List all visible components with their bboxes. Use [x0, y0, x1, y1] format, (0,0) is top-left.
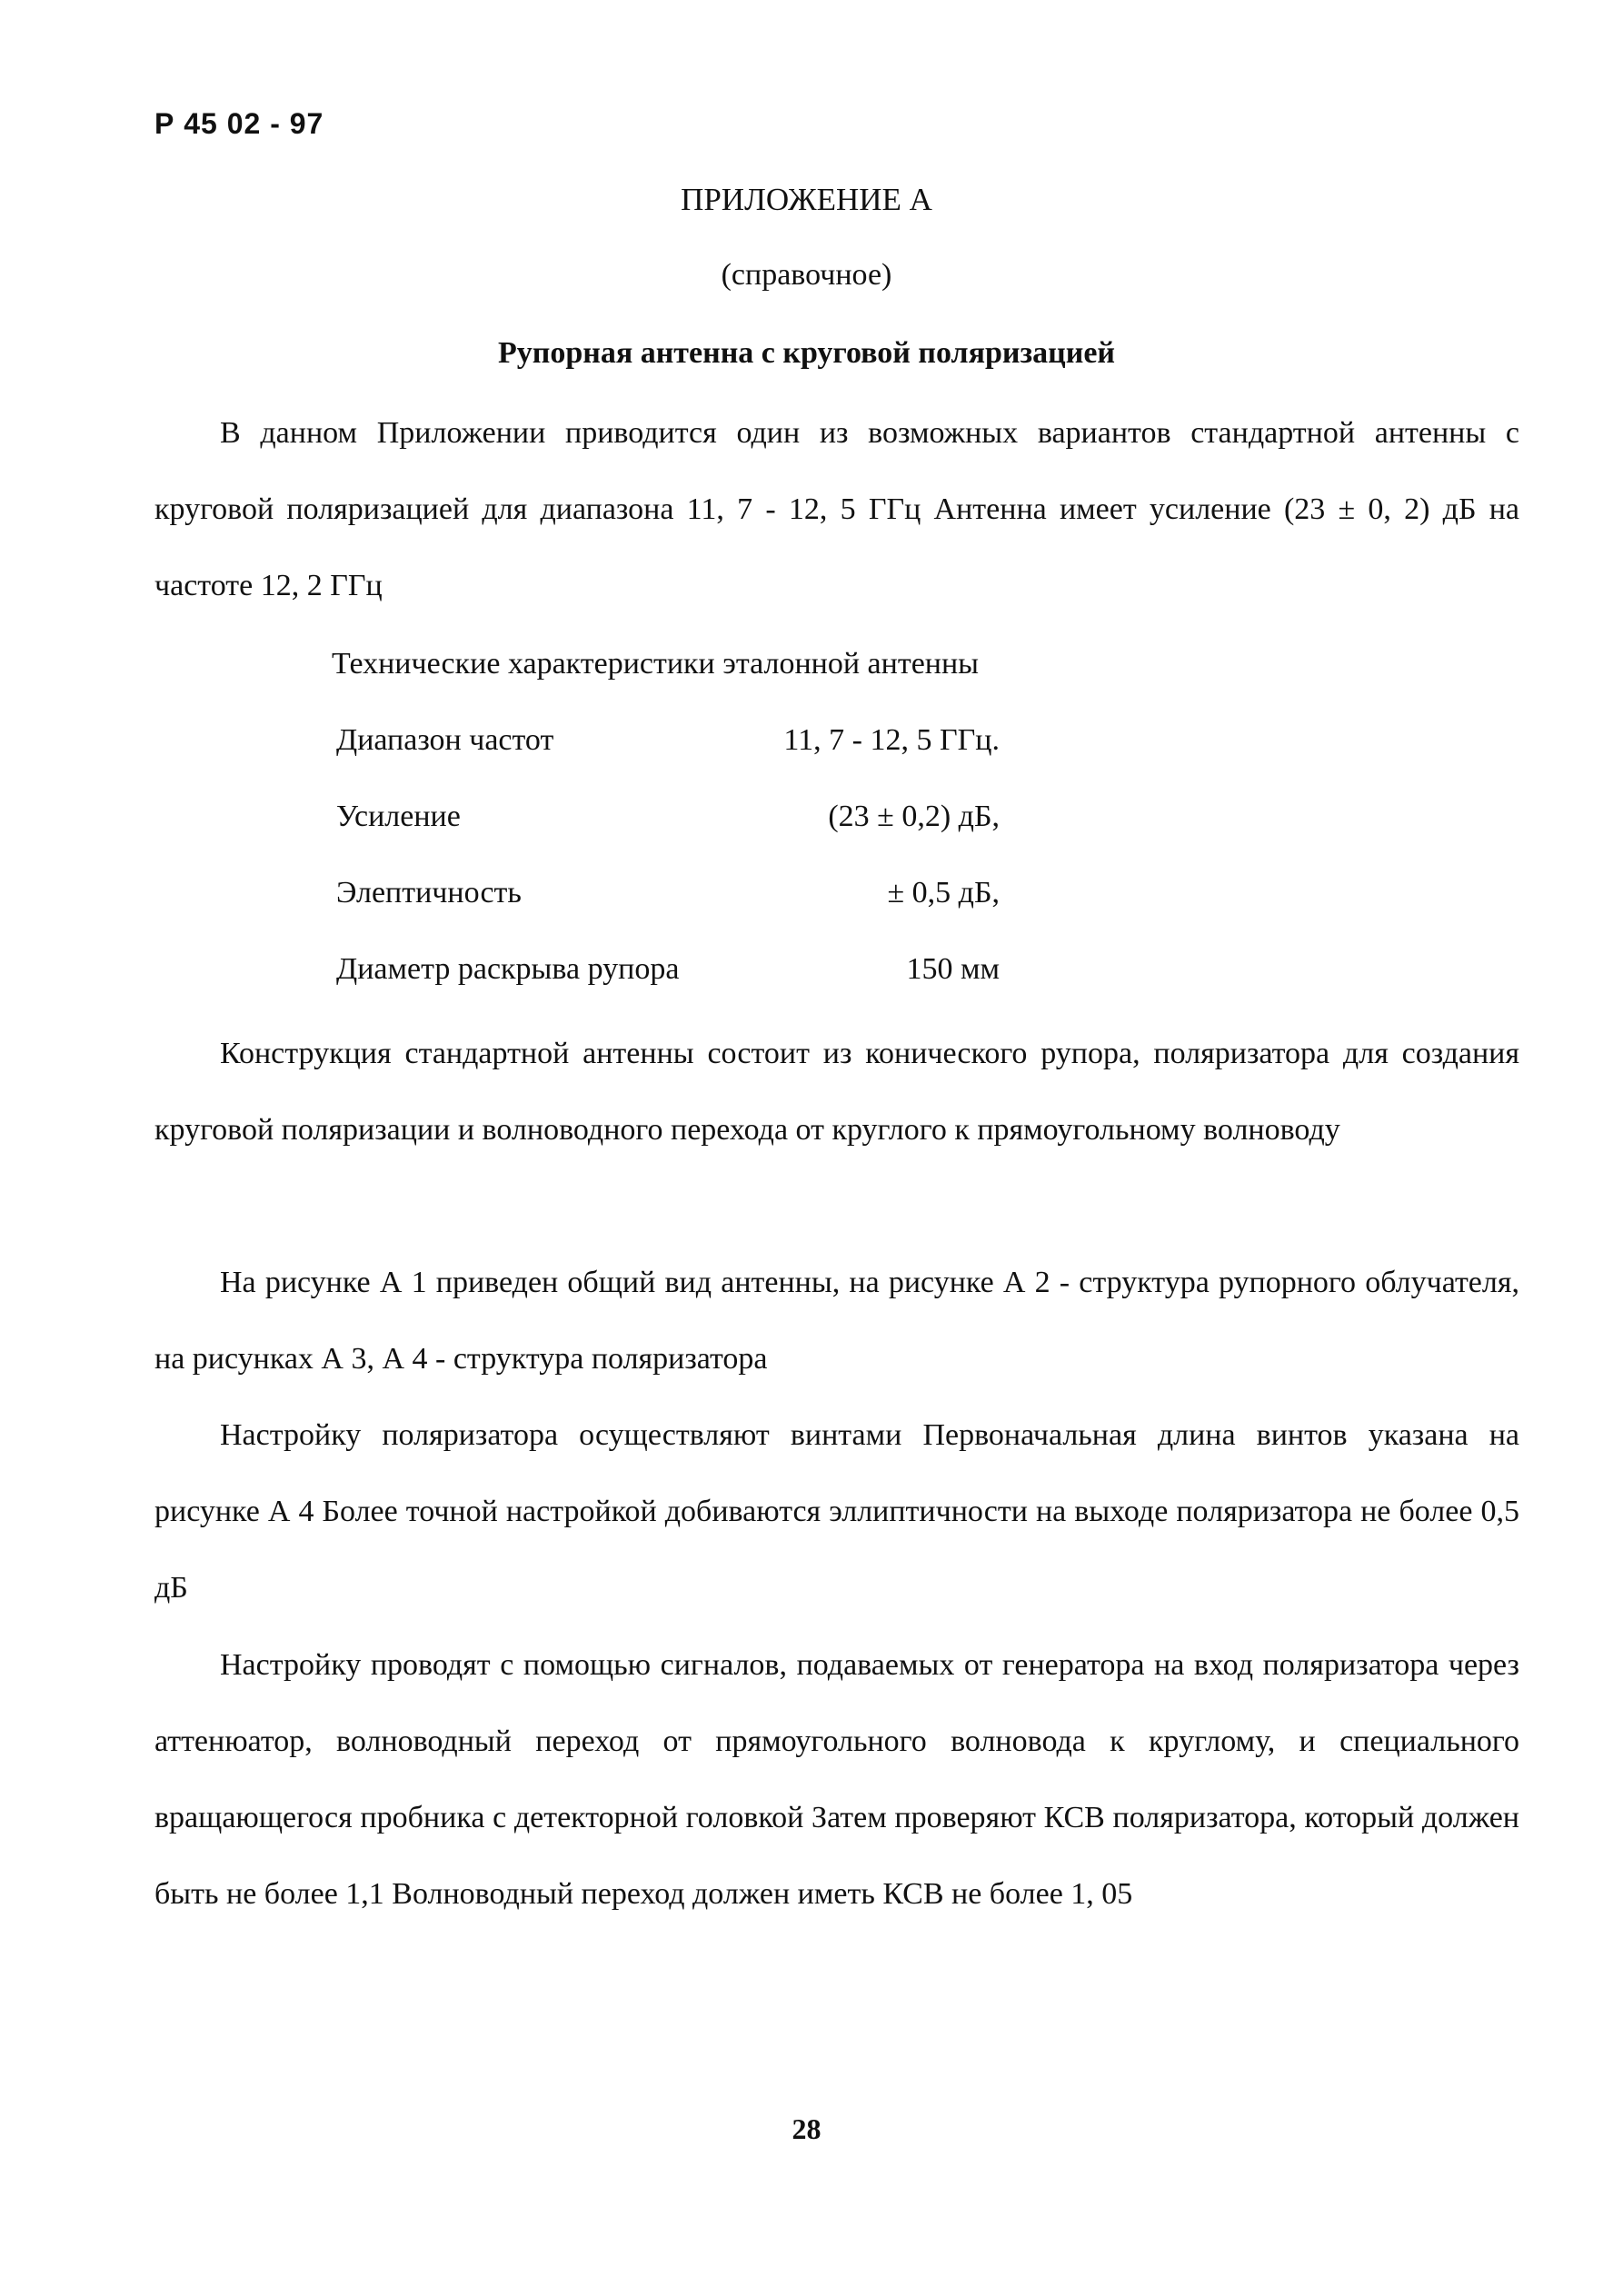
spec-value: 150 мм — [906, 952, 1000, 986]
spec-label: Диапазон частот — [336, 723, 554, 757]
appendix-subtitle: (справочное) — [721, 258, 892, 292]
appendix-title: ПРИЛОЖЕНИЕ А — [681, 182, 932, 217]
document-code: Р 45 02 - 97 — [154, 107, 324, 140]
paragraph-construction: Конструкция стандартной антенны состоит из конического рупора, поляризатора для создания круговой поляризации и волноводного перехода от круглого к прямоугольному волноводу — [154, 1037, 1519, 1147]
spec-value: 11, 7 - 12, 5 ГГц. — [783, 723, 1000, 757]
spec-value: (23 ± 0,2) дБ, — [828, 800, 1000, 833]
spec-row-gain — [336, 800, 1000, 840]
spec-value: ± 0,5 дБ, — [887, 876, 1000, 909]
specs-title: Технические характеристики эталонной антенны — [332, 647, 980, 681]
spec-row-ellipticity — [336, 876, 1000, 916]
spec-label: Диаметр раскрыва рупора — [336, 952, 680, 986]
spec-row-frequency-range — [336, 723, 1000, 763]
paragraph-figures: На рисунке А 1 приведен общий вид антенны, на рисунке А 2 - структура рупорного облучателя, на рисунках А 3, А 4 - структура поляризатора — [154, 1266, 1519, 1376]
spec-label: Усиление — [336, 800, 461, 833]
spec-row-aperture-diameter — [336, 952, 1000, 992]
spec-label: Элептичность — [336, 876, 522, 909]
paragraph-measurement: Настройку проводят с помощью сигналов, подаваемых от генератора на вход поляризатора через аттенюатор, волноводный переход от прямоугольного волновода к круглому, и специального вращающегося пробника с детекторной головкой Затем проверяют КСВ поляризатора, который должен быть не более 1,1 Волноводный переход должен иметь КСВ не более 1, 05 — [154, 1648, 1519, 1911]
paragraph-tuning: Настройку поляризатора осуществляют винтами Первоначальная длина винтов указана на рисунке А 4 Более точной настройкой добиваются эллиптичности на выходе поляризатора не более 0,5 дБ — [154, 1418, 1519, 1605]
paragraph-intro: В данном Приложении приводится один из возможных вариантов стандартной антенны с круговой поляризацией для диапазона 11, 7 - 12, 5 ГГц Антенна имеет усиление (23 ± 0, 2) дБ на частоте 12, 2 ГГц — [154, 416, 1519, 602]
page-number: 28 — [792, 2112, 821, 2145]
section-title: Рупорная антенна с круговой поляризацией — [497, 336, 1116, 370]
